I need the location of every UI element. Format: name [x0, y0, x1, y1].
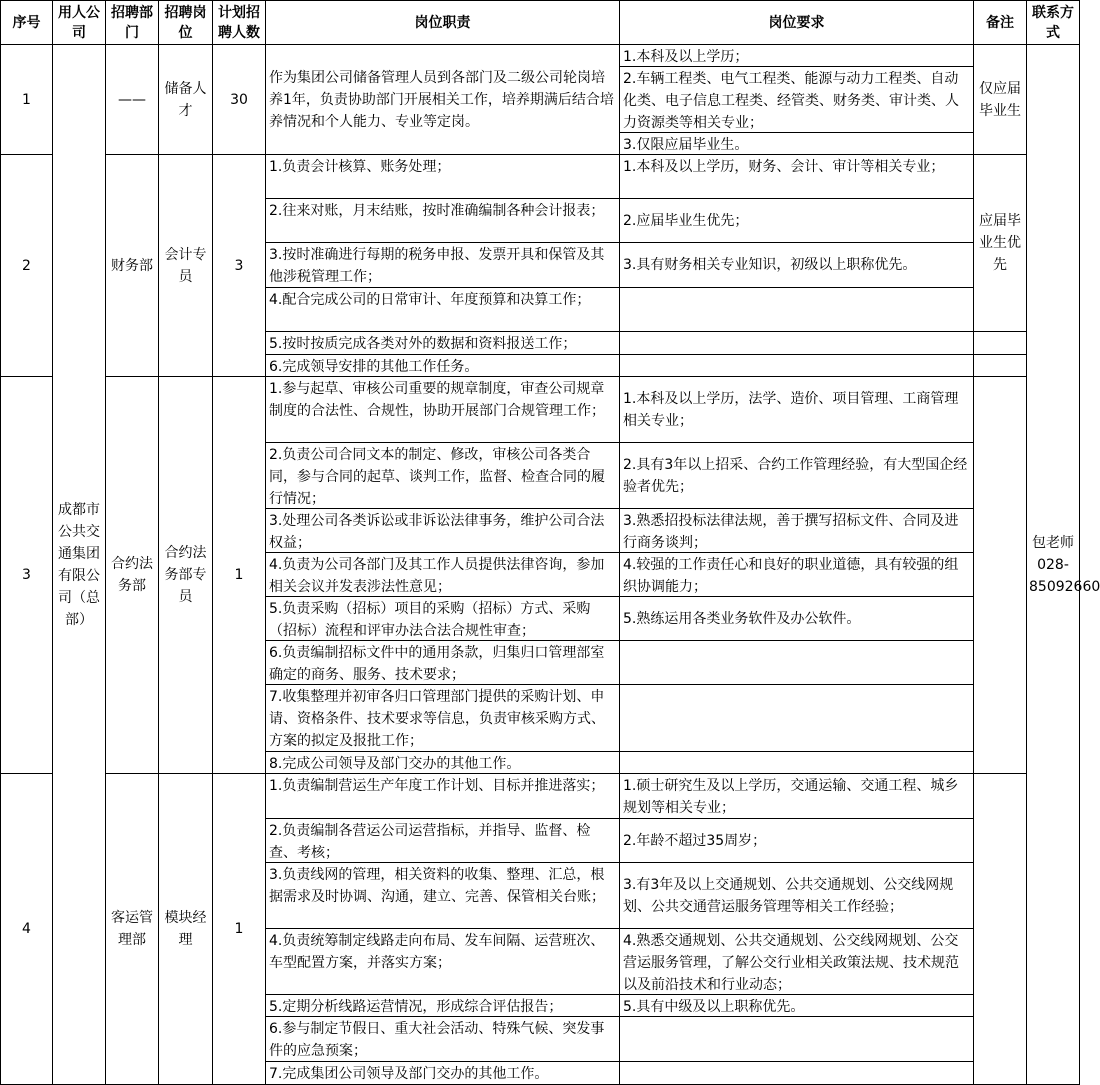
row-1-plan: 30 [213, 45, 266, 155]
row-2-req-2: 2.应届毕业生优先； [620, 199, 974, 243]
row-3-duty-8: 8.完成公司领导及部门交办的其他工作。 [266, 752, 620, 774]
row-1-post: 储备人才 [159, 45, 213, 155]
row-4-duty-6: 6.参与制定节假日、重大社会活动、特殊气候、突发事件的应急预案； [266, 1017, 620, 1062]
row-4-dept: 客运管理部 [106, 774, 159, 1085]
row-2-duty-6: 6.完成领导安排的其他工作任务。 [266, 355, 620, 377]
header-contact: 联系方式 [1027, 1, 1080, 45]
row-4-req-empty-2 [620, 1062, 974, 1085]
row-4-duty-5: 5.定期分析线路运营情况，形成综合评估报告； [266, 995, 620, 1017]
row-2-req-empty-2 [620, 332, 974, 355]
row-2-duty-5: 5.按时按质完成各类对外的数据和资料报送工作； [266, 332, 620, 355]
row-1-seq: 1 [1, 45, 53, 155]
header-dept: 招聘部门 [106, 1, 159, 45]
row-4-req-3: 3.有3年及以上交通规划、公共交通规划、公交线网规划、公共交通营运服务管理等相关工作经验； [620, 863, 974, 929]
row-1-dept: —— [106, 45, 159, 155]
company-cell: 成都市公共交通集团有限公司（总部） [53, 45, 106, 1085]
row-3-duty-5: 5.负责采购（招标）项目的采购（招标）方式、采购（招标）流程和评审办法合法合规性审查； [266, 597, 620, 641]
row-1-note: 仅应届毕业生 [974, 45, 1027, 155]
header-seq: 序号 [1, 1, 53, 45]
row-3-req-empty-3 [620, 752, 974, 774]
row-2-duty-4: 4.配合完成公司的日常审计、年度预算和决算工作； [266, 288, 620, 332]
contact-cell: 包老师028-85092660 [1027, 45, 1080, 1085]
row-4-duty-7: 7.完成集团公司领导及部门交办的其他工作。 [266, 1062, 620, 1085]
row-3-req-3: 3.熟悉招投标法律法规，善于撰写招标文件、合同及进行商务谈判； [620, 509, 974, 553]
row-4-req-empty-1 [620, 1017, 974, 1062]
header-reqs: 岗位要求 [620, 1, 974, 45]
row-1-duty: 作为集团公司储备管理人员到各部门及二级公司轮岗培养1年，负责协助部门开展相关工作，培养期满后结合培养情况和个人能力、专业等定岗。 [266, 45, 620, 155]
row-4-req-1: 1.硕士研究生及以上学历，交通运输、交通工程、城乡规划等相关专业； [620, 774, 974, 819]
row-1-req-2: 2.车辆工程类、电气工程类、能源与动力工程类、自动化类、电子信息工程类、经管类、财务类、审计类、人力资源类等相关专业； [620, 67, 974, 133]
row-2-note-empty-1 [974, 332, 1027, 355]
row-3-duty-4: 4.负责为公司各部门及其工作人员提供法律咨询，参加相关会议并发表涉法性意见； [266, 553, 620, 597]
row-4-duty-3: 3.负责线网的管理，相关资料的收集、整理、汇总，根据需求及时协调、沟通，建立、完善、保管相关台账； [266, 863, 620, 929]
row-3-req-1: 1.本科及以上学历，法学、造价、项目管理、工商管理相关专业； [620, 377, 974, 443]
row-3-duty-1: 1.参与起草、审核公司重要的规章制度，审查公司规章制度的合法性、合规性，协助开展部门合规管理工作； [266, 377, 620, 443]
header-plan: 计划招聘人数 [213, 1, 266, 45]
row-4-duty-1: 1.负责编制营运生产年度工作计划、目标并推进落实； [266, 774, 620, 819]
row-2-req-empty-1 [620, 288, 974, 332]
row-2-duty-3: 3.按时准确进行每期的税务申报、发票开具和保管及其他涉税管理工作； [266, 243, 620, 288]
row-3-duty-2: 2.负责公司合同文本的制定、修改，审核公司各类合同，参与合同的起草、谈判工作，监督、检查合同的履行情况； [266, 443, 620, 509]
row-2-req-empty-3 [620, 355, 974, 377]
row-2-seq: 2 [1, 155, 53, 377]
row-3-req-empty-2 [620, 685, 974, 752]
row-1-req-1: 1.本科及以上学历； [620, 45, 974, 67]
row-3-post: 合约法务部专员 [159, 377, 213, 774]
row-3-req-5: 5.熟练运用各类业务软件及办公软件。 [620, 597, 974, 641]
row-2-req-1: 1.本科及以上学历，财务、会计、审计等相关专业； [620, 155, 974, 199]
row-2-duty-2: 2.往来对账，月末结账，按时准确编制各种会计报表； [266, 199, 620, 243]
row-4-plan: 1 [213, 774, 266, 1085]
row-2-req-3: 3.具有财务相关专业知识，初级以上职称优先。 [620, 243, 974, 288]
row-2-note: 应届毕业生优先 [974, 155, 1027, 332]
header-duties: 岗位职责 [266, 1, 620, 45]
row-3-req-2: 2.具有3年以上招采、合约工作管理经验，有大型国企经验者优先； [620, 443, 974, 509]
row-3-duty-7: 7.收集整理并初审各归口管理部门提供的采购计划、申请、资格条件、技术要求等信息，负责审核采购方式、方案的拟定及报批工作； [266, 685, 620, 752]
row-2-plan: 3 [213, 155, 266, 377]
row-4-note [974, 774, 1027, 1085]
row-3-dept: 合约法务部 [106, 377, 159, 774]
row-3-plan: 1 [213, 377, 266, 774]
row-2-duty-1: 1.负责会计核算、账务处理； [266, 155, 620, 199]
row-3-duty-6: 6.负责编制招标文件中的通用条款，归集归口管理部室确定的商务、服务、技术要求； [266, 641, 620, 685]
row-3-duty-3: 3.处理公司各类诉讼或非诉讼法律事务，维护公司合法权益； [266, 509, 620, 553]
header-note: 备注 [974, 1, 1027, 45]
row-3-note [974, 377, 1027, 774]
row-4-post: 模块经理 [159, 774, 213, 1085]
row-4-req-4: 4.熟悉交通规划、公共交通规划、公交线网规划、公交营运服务管理，了解公交行业相关政策法规、技术规范以及前沿技术和行业动态； [620, 929, 974, 995]
row-4-duty-2: 2.负责编制各营运公司运营指标，并指导、监督、检查、考核； [266, 819, 620, 863]
row-4-duty-4: 4.负责统筹制定线路走向布局、发车间隔、运营班次、车型配置方案，并落实方案； [266, 929, 620, 995]
row-4-req-2: 2.年龄不超过35周岁； [620, 819, 974, 863]
row-2-post: 会计专员 [159, 155, 213, 377]
header-post: 招聘岗位 [159, 1, 213, 45]
row-4-req-5: 5.具有中级及以上职称优先。 [620, 995, 974, 1017]
row-3-req-empty-1 [620, 641, 974, 685]
row-2-note-empty-2 [974, 355, 1027, 377]
header-company: 用人公司 [53, 1, 106, 45]
row-4-seq: 4 [1, 774, 53, 1085]
row-1-req-3: 3.仅限应届毕业生。 [620, 133, 974, 155]
row-2-dept: 财务部 [106, 155, 159, 377]
row-3-req-4: 4.较强的工作责任心和良好的职业道德，具有较强的组织协调能力； [620, 553, 974, 597]
row-3-seq: 3 [1, 377, 53, 774]
